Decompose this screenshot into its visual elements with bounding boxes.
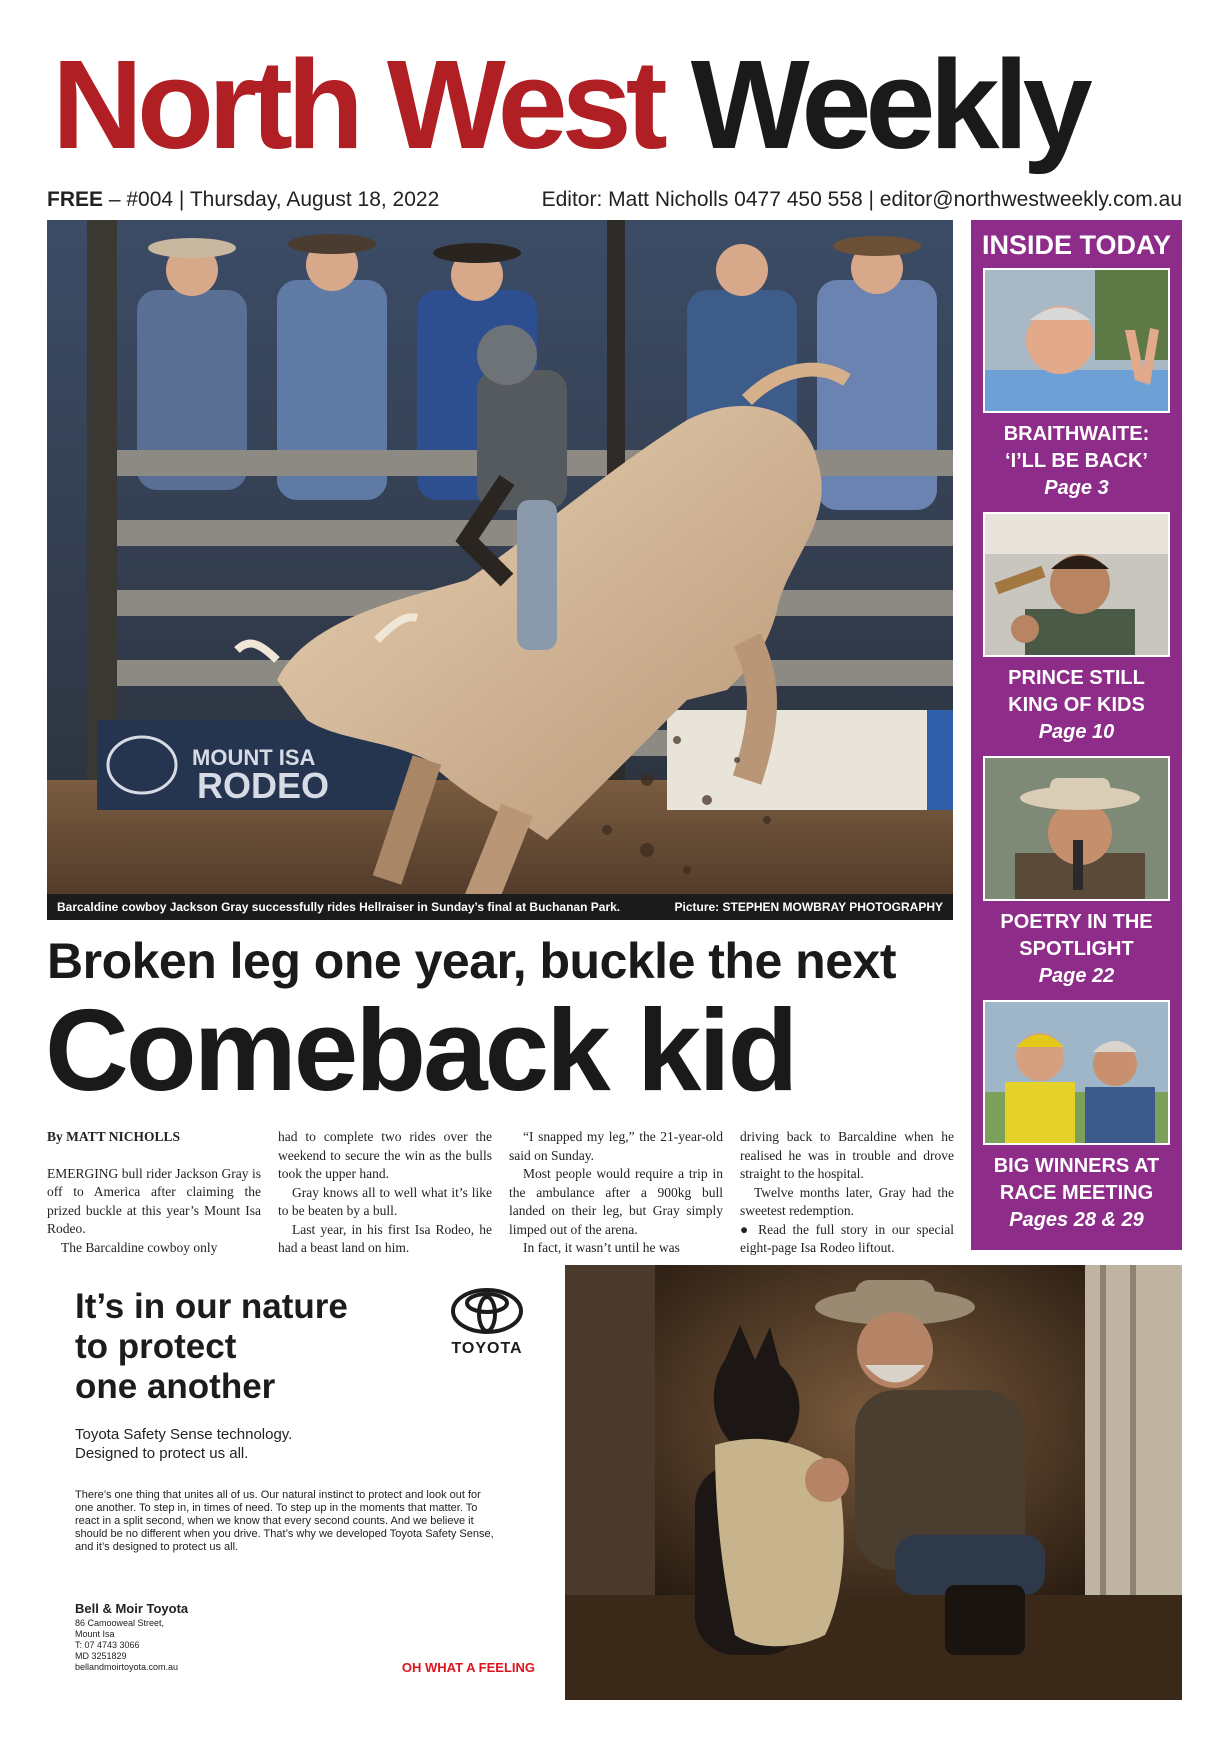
promo-page: Page 22 (1038, 965, 1115, 987)
sidebar-title: INSIDE TODAY (981, 230, 1172, 260)
promo-photo-poetry (983, 756, 1170, 901)
story-headline[interactable]: Comeback kid (45, 985, 796, 1115)
dealer-address: 86 Camooweal Street, (75, 1618, 165, 1628)
promo-line: BIG WINNERS AT (993, 1155, 1160, 1177)
ad-headline-line: one another (75, 1367, 276, 1406)
paragraph: “I snapped my leg,” the 21-year-old said on Sunday. (509, 1129, 723, 1163)
dealer-details (75, 1600, 275, 1673)
masthead-weekly: Weekly (690, 34, 1087, 175)
story-column-2 (278, 1128, 492, 1258)
promo-page: Page 10 (1038, 721, 1115, 743)
promo-line: KING OF KIDS (1008, 694, 1145, 716)
ad-photo-farmer-dog (565, 1265, 1182, 1700)
paragraph: Most people would require a trip in the ambulance after a 900kg bull landed on their leg, but Gray simply limped out of the arena. (509, 1166, 723, 1237)
photo-caption: Barcaldine cowboy Jackson Gray successfully rides Hellraiser in Sunday’s final at Buchanan Park. (57, 900, 621, 914)
toyota-wordmark: TOYOTA (451, 1340, 523, 1357)
free-label: FREE (47, 188, 104, 211)
ad-subheading (75, 1425, 375, 1463)
paragraph: Last year, in his first Isa Rodeo, he had a beast land on him. (278, 1221, 492, 1255)
promo-photo-prince (983, 512, 1170, 657)
rodeo-photo (47, 220, 953, 920)
ad-headline (75, 1287, 415, 1407)
banner-rodeo: RODEO (197, 765, 330, 806)
paragraph: Twelve months later, Gray had the sweetest redemption. (740, 1184, 954, 1218)
masthead (52, 30, 1182, 180)
ad-sub-line: Designed to protect us all. (75, 1445, 249, 1462)
promo-poetry[interactable] (983, 756, 1170, 990)
paragraph: In fact, it wasn’t until he was (523, 1240, 680, 1255)
promo-prince[interactable] (983, 512, 1170, 746)
promo-line: RACE MEETING (999, 1182, 1154, 1204)
story-column-3 (509, 1128, 723, 1258)
story-kicker: Broken leg one year, buckle the next (47, 933, 896, 989)
paragraph: The Barcaldine cowboy only (61, 1239, 218, 1255)
dealer-phone: T: 07 4743 3066 (75, 1640, 140, 1650)
promo-photo-race (983, 1000, 1170, 1145)
dealer-name: Bell & Moir Toyota (75, 1601, 189, 1616)
promo-line: BRAITHWAITE: (1003, 423, 1150, 445)
masthead-north-west: North West (52, 34, 662, 175)
paragraph: EMERGING bull rider Jackson Gray is off to America after claiming the prized buckle at this year’s Mount Isa Rodeo. (47, 1165, 261, 1236)
read-more-note[interactable]: ● Read the full story in our special eight-page Isa Rodeo liftout. (740, 1221, 954, 1255)
paragraph: had to complete two rides over the weekend to secure the win as the bulls took the upper hand. (278, 1129, 492, 1181)
dealer-town: Mount Isa (75, 1629, 115, 1639)
toyota-logo (447, 1287, 527, 1358)
promo-line: SPOTLIGHT (1019, 938, 1134, 960)
issue-date: – #004 | Thursday, August 18, 2022 (103, 188, 440, 211)
ad-sub-line: Toyota Safety Sense technology. (75, 1426, 293, 1443)
promo-line: PRINCE STILL (1008, 667, 1145, 689)
promo-page: Page 3 (1044, 477, 1109, 499)
dealer-licence: MD 3251829 (75, 1651, 127, 1661)
promo-race-winners[interactable] (983, 1000, 1170, 1234)
toyota-emblem-icon (450, 1287, 524, 1335)
ad-headline-line: to protect (75, 1327, 237, 1366)
editor-contact[interactable]: Editor: Matt Nicholls 0477 450 558 | editor@northwestweekly.com.au (541, 188, 1182, 211)
paragraph: Gray knows all to well what it’s like to be beaten by a bull. (278, 1184, 492, 1218)
banner-mount-isa: MOUNT ISA (192, 745, 316, 770)
promo-braithwaite[interactable] (983, 268, 1170, 502)
promo-page: Pages 28 & 29 (1009, 1209, 1144, 1231)
issue-info-line (47, 186, 1182, 214)
photo-credit: Picture: STEPHEN MOWBRAY PHOTOGRAPHY (674, 900, 943, 914)
ad-body-copy: There’s one thing that unites all of us. Our natural instinct to protect and look out for one another. To step in, in times of need. To step up in the moments that matter. To react in a split second, when we know that every second counts. And we believe it should be no different when you drive. That’s why we developed Toyota Safety Sense, and it’s designed to protect us all. (75, 1489, 494, 1553)
story-column-4 (740, 1128, 954, 1258)
dealer-website[interactable]: bellandmoirtoyota.com.au (75, 1662, 179, 1672)
ad-headline-line: It’s in our nature (75, 1287, 348, 1326)
promo-photo-braithwaite (983, 268, 1170, 413)
paragraph: driving back to Barcaldine when he realised he was in trouble and drove straight to the hospital. (740, 1129, 954, 1181)
inside-today-sidebar (971, 220, 1182, 1250)
ad-slogan: OH WHAT A FEELING (401, 1660, 535, 1675)
story-column-1 (47, 1128, 261, 1257)
photo-caption-bar (47, 894, 953, 920)
byline: By MATT NICHOLLS (47, 1129, 181, 1144)
toyota-advertisement[interactable] (47, 1265, 555, 1700)
story-body (47, 1128, 955, 1258)
promo-line: ‘I’LL BE BACK’ (1005, 450, 1148, 472)
promo-line: POETRY IN THE (1000, 911, 1153, 933)
